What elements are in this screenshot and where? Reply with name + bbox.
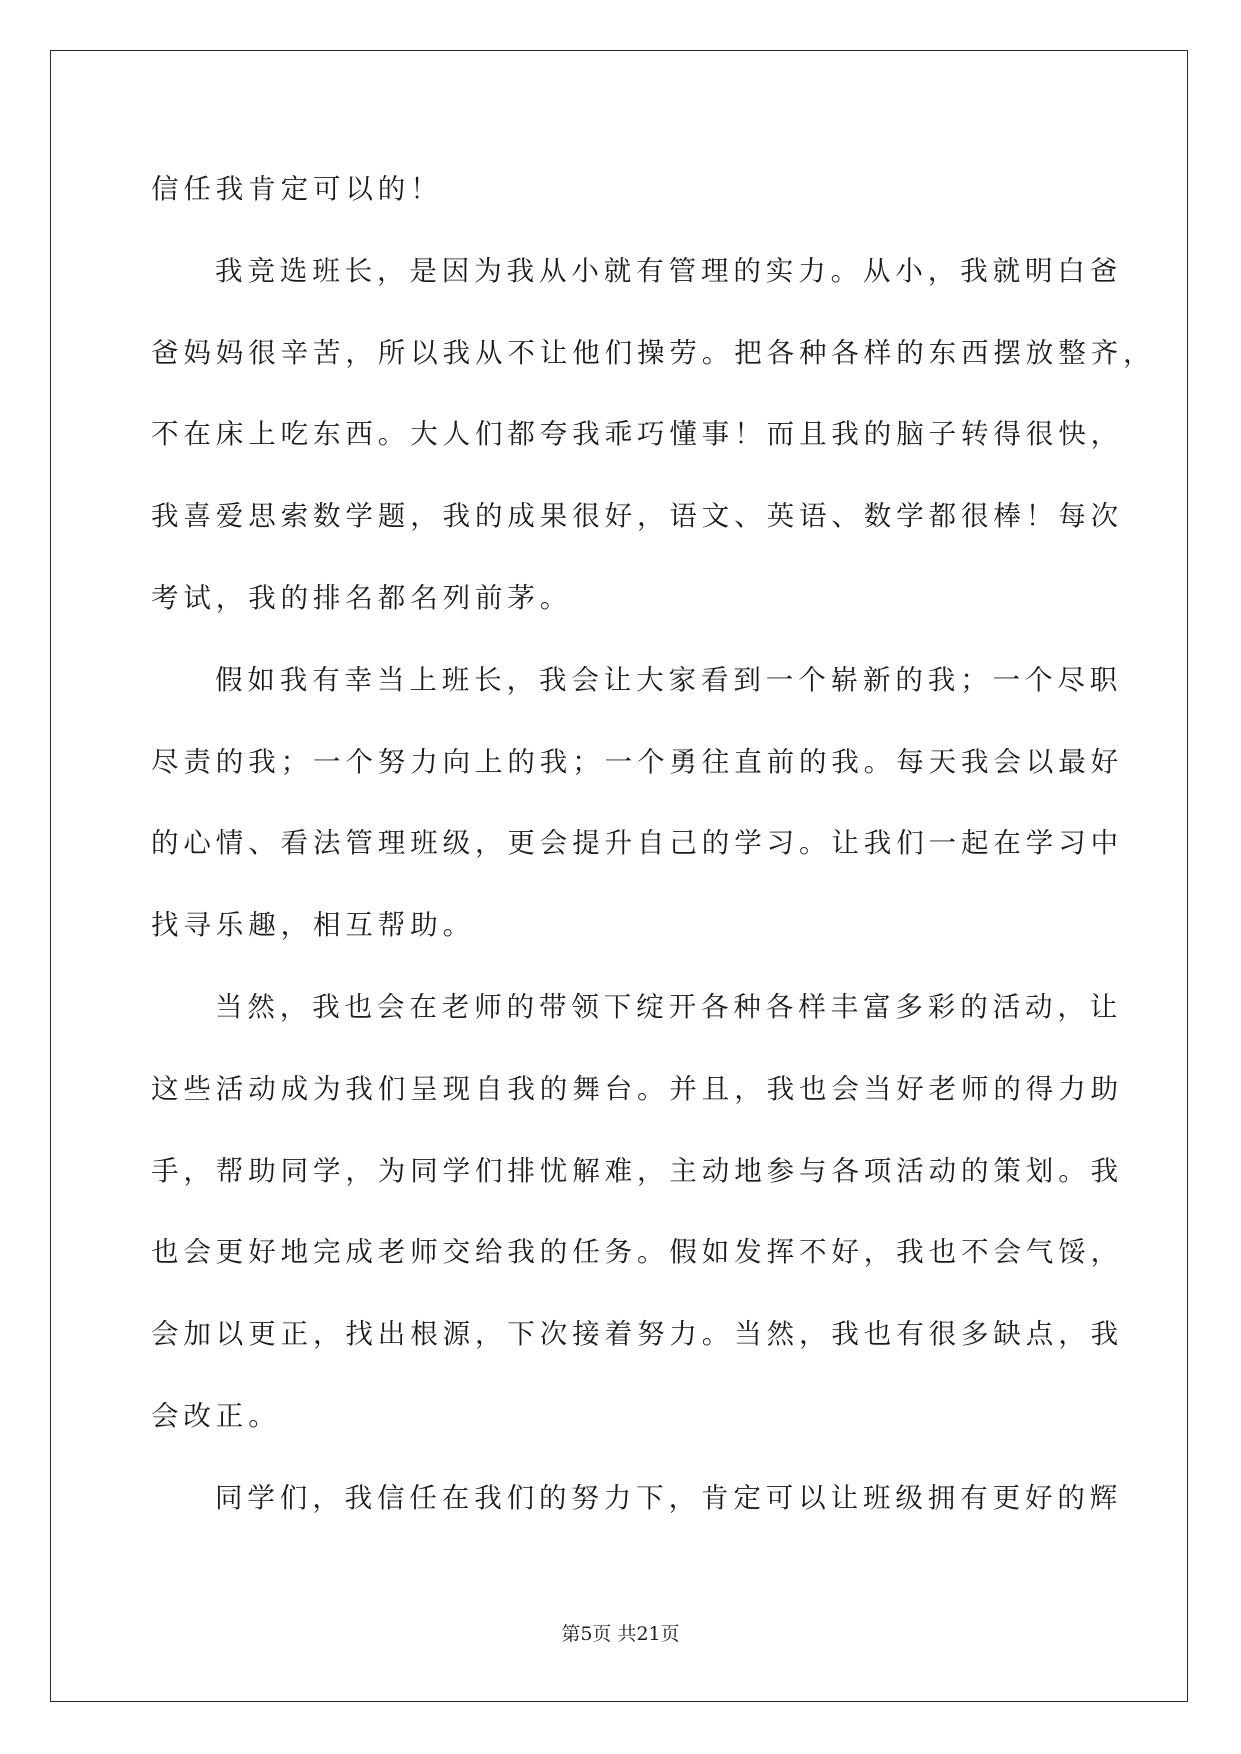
text-line: 也会更好地完成老师交给我的任务。假如发挥不好，我也不会气馁，: [151, 1236, 1123, 1269]
page-number-footer: 第5页 共21页: [561, 1623, 680, 1645]
text-line: 的心情、看法管理班级，更会提升自己的学习。让我们一起在学习中: [151, 827, 1123, 860]
text-line: 会改正。: [151, 1399, 281, 1432]
text-line: 爸妈妈很辛苦，所以我从不让他们操劳。把各种各样的东西摆放整齐，: [151, 336, 1156, 369]
text-line: 手，帮助同学，为同学们排忧解难，主动地参与各项活动的策划。我: [151, 1154, 1123, 1187]
text-line: 同学们，我信任在我们的努力下，肯定可以让班级拥有更好的辉: [215, 1481, 1123, 1514]
text-line: 我喜爱思索数学题，我的成果很好，语文、英语、数学都很棒！每次: [151, 500, 1123, 533]
text-line: 信任我肯定可以的！: [151, 173, 443, 205]
text-line: 不在床上吃东西。大人们都夸我乖巧懂事！而且我的脑子转得很快，: [151, 418, 1123, 451]
text-line: 考试，我的排名都名列前茅。: [151, 581, 573, 614]
text-line: 我竞选班长，是因为我从小就有管理的实力。从小，我就明白爸: [215, 254, 1123, 287]
text-line: 尽责的我；一个努力向上的我；一个勇往直前的我。每天我会以最好: [151, 745, 1123, 778]
text-line: 假如我有幸当上班长，我会让大家看到一个崭新的我；一个尽职: [215, 663, 1123, 696]
text-line: 找寻乐趣，相互帮助。: [151, 909, 475, 942]
text-line: 当然，我也会在老师的带领下绽开各种各样丰富多彩的活动，让: [215, 990, 1123, 1023]
document-body: [151, 162, 1156, 1553]
text-line: 这些活动成为我们呈现自我的舞台。并且，我也会当好老师的得力助: [151, 1072, 1123, 1105]
text-line: 会加以更正，找出根源，下次接着努力。当然，我也有很多缺点，我: [151, 1318, 1123, 1351]
